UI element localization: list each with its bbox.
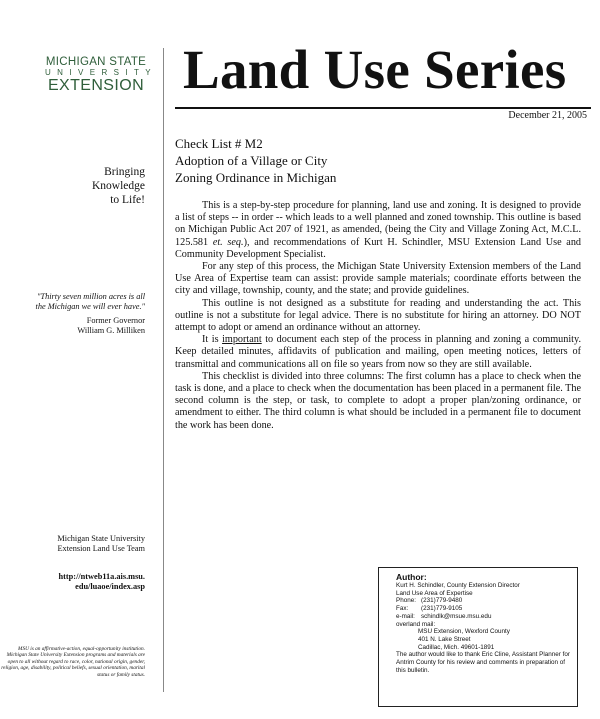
tagline: Bringing Knowledge to Life! [91,166,145,206]
checklist-number: Check List # M2 [175,136,263,151]
author-address-3: Cadillac, Mich. 49601-1891 [418,643,495,651]
author-address-1: MSU Extension, Wexford County [418,628,510,636]
logo-line-extension: EXTENSION [47,77,145,94]
paragraph-intro: This is a step-by-step procedure for planning, land use and zoning. It is designed to provide a list of steps -- in order -- which leads to a well planned and zoned township. This outline is based on Michigan Public Act 207 of 1921, as amended, (being the City and Village Zoning Act, M.C.L. 125.581 et. seq.), and recommendations of Kurt H. Schindler, MSU Extension Land Use and Community Development Specialist. [175,200,582,260]
quote-attribution: Former Governor William G. Milliken [77,316,145,335]
msu-extension-logo [40,56,158,94]
author-address-2: 401 N. Lake Street [418,635,471,643]
author-area: Land Use Area of Expertise [396,589,473,597]
author-name: Kurt H. Schindler, County Extension Director [396,582,520,589]
logo-line-university: UNIVERSITY [45,68,158,77]
body-text [175,200,581,432]
checklist-title-line-1: Adoption of a Village or City [175,153,328,168]
series-title: Land Use Series [183,39,567,100]
checklist-heading [175,135,336,186]
governor-quote: "Thirty seven million acres is all the Michigan we will ever have." [35,292,145,311]
land-use-team: Michigan State University Extension Land Use Team [57,534,145,553]
checklist-title-line-2: Zoning Ordinance in Michigan [175,170,337,185]
paragraph-disclaimer: This outline is not designed as a substitute for reading and understanding the act. This outline is not a substitute for legal advice. There is no substitute for hiring an attorney. DO NOT attempt to adopt or amend an ordinance without an attorney. [175,297,581,334]
equal-opportunity-statement: MSU is an affirmative-action, equal-opportunity institution. Michigan State University Extension programs and materials are open to all without regard to race, color, national origin, gender, religion, age, disability, political beliefs, sexual orientation, marital status or family status. [1,646,145,678]
paragraph-columns: This checklist is divided into three columns: The first column has a place to check when the task is done, and a place to check when the documentation has been placed in a permanent file. The second column is the step, or task, to complete to adopt a proper plan/zoning ordinance, or amendment to either. The third column is what should be included in a permanent file to document the work has been done. [175,370,581,431]
paragraph-assistance: For any step of this process, the Michigan State University Extension members of the Land Use Area of Expertise team can assist: provide sample materials; coordinate efforts between the city and village, township, county, and the state; and provide guidelines. [175,261,581,297]
author-fax: Fax: (231)779-9105 [396,605,463,613]
vertical-divider [163,48,164,692]
author-overland-label: overland mail: [396,620,436,628]
author-email: e-mail: schindlk@msue.msu.edu [396,612,492,620]
logo-line-michigan-state: MICHIGAN STATE [45,56,147,68]
publication-date: December 21, 2005 [508,110,587,121]
author-heading: Author: [396,572,427,582]
author-thanks: The author would like to thank Eric Cline, Assistant Planner for Antrim County for his review and comments in preparation of this bulletin. [396,651,570,674]
website-link[interactable]: http://ntweb11a.ais.msu. edu/luaoe/index.asp [58,572,145,591]
header-rule [175,107,591,109]
paragraph-documentation: It is important to document each step of the process in planning and zoning a community. Keep detailed minutes, affidavits of publication and mailing, open meeting notices, letters of transmittal and communications all on file so years from now so they are still available. [175,334,581,370]
author-phone: Phone: (231)779-9480 [396,597,463,605]
author-box [378,567,578,707]
